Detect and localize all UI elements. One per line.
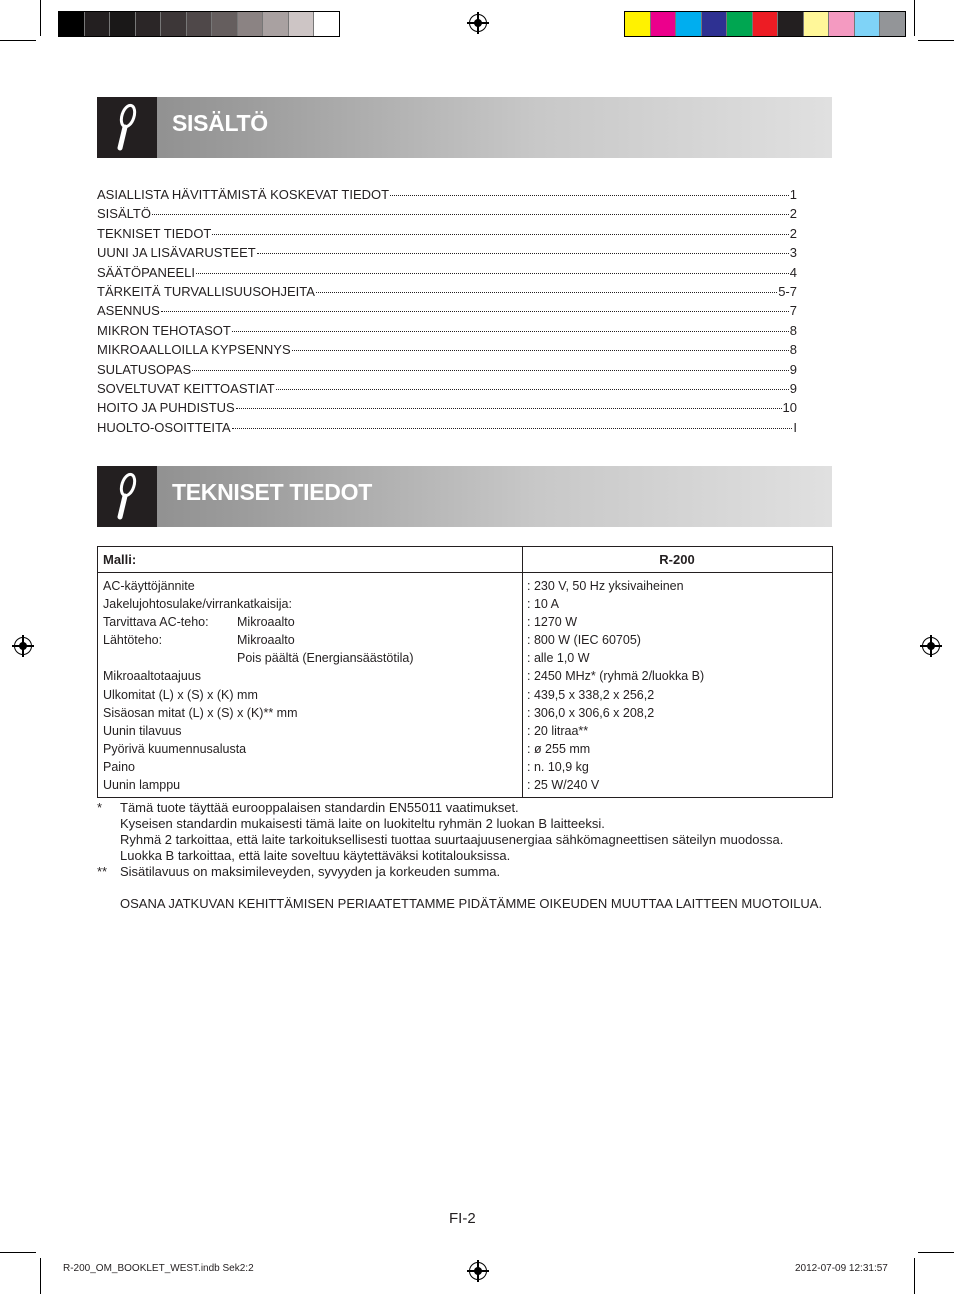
spec-label: Pyörivä kuumennusalusta xyxy=(103,741,247,756)
toc-leader xyxy=(212,234,788,235)
color-swatch xyxy=(314,12,339,36)
spec-label-row xyxy=(103,595,297,613)
toc-entry xyxy=(97,226,797,245)
crop-mark xyxy=(0,1252,36,1253)
spec-value: : 1270 W xyxy=(527,615,578,630)
toc-entry xyxy=(97,342,797,361)
toc-page: 5-7 xyxy=(778,283,797,299)
spec-label-row xyxy=(103,740,297,758)
crop-mark xyxy=(914,1258,915,1294)
footnote xyxy=(97,800,837,864)
contents-title: SISÄLTÖ xyxy=(172,110,268,136)
toc-page: 8 xyxy=(789,322,797,338)
toc-label: SULATUSOPAS xyxy=(97,361,192,377)
spec-label-row xyxy=(103,649,414,667)
color-swatch xyxy=(676,12,702,36)
spec-label-row xyxy=(103,758,297,776)
toc-page: 7 xyxy=(789,303,797,319)
toc-label: TÄRKEITÄ TURVALLISUUSOHJEITA xyxy=(97,283,315,299)
spec-label: Ulkomitat (L) x (S) x (K) mm xyxy=(103,687,258,702)
crop-mark xyxy=(40,0,41,36)
toc-page: 4 xyxy=(789,264,797,280)
toc-page: 8 xyxy=(789,342,797,358)
crop-mark xyxy=(0,40,36,41)
toc-leader xyxy=(276,389,789,390)
spec-value: : 230 V, 50 Hz yksivaiheinen xyxy=(527,579,684,593)
footnote-line: Tämä tuote täyttää eurooppalaisen standardin EN55011 vaatimukset. xyxy=(120,800,519,815)
spec-label: Tarvittava AC-teho: xyxy=(103,615,209,630)
toc-entry xyxy=(97,245,797,264)
spec-value: : 306,0 x 306,6 x 208,2 xyxy=(527,705,655,720)
color-swatch xyxy=(212,12,238,36)
spec-label-row xyxy=(103,686,297,704)
toc-page: 10 xyxy=(782,400,797,416)
toc-page: 9 xyxy=(789,361,797,377)
spec-label: Mikroaaltotaajuus xyxy=(103,669,201,684)
spec-values xyxy=(527,577,704,794)
spec-sublabel: Pois päältä (Energiansäästötila) xyxy=(237,651,414,666)
toc-leader xyxy=(232,331,789,332)
toc-entry xyxy=(97,187,797,206)
spec-value: : n. 10,9 kg xyxy=(527,759,589,774)
color-swatch xyxy=(625,12,651,36)
spec-label-row xyxy=(103,667,297,685)
toc-entry xyxy=(97,400,797,419)
info-icon xyxy=(97,97,157,158)
toc-leader xyxy=(236,408,782,409)
color-swatch xyxy=(263,12,289,36)
toc-entry xyxy=(97,303,797,322)
toc-label: HOITO JA PUHDISTUS xyxy=(97,400,235,416)
spec-label: Jakelujohtosulake/virrankatkaisija: xyxy=(103,597,292,612)
color-swatch xyxy=(855,12,881,36)
spec-value: : alle 1,0 W xyxy=(527,651,590,666)
color-swatch xyxy=(59,12,85,36)
footnote-line: Kyseisen standardin mukaisesti tämä laite on luokiteltu ryhmän 2 luokan B laitteeksi. xyxy=(120,816,605,831)
info-icon xyxy=(97,466,157,527)
spec-label-row xyxy=(103,722,297,740)
slug-filename: R-200_OM_BOOKLET_WEST.indb Sek2:2 xyxy=(63,1263,254,1274)
spec-table xyxy=(97,546,833,798)
spec-label-row xyxy=(103,704,297,722)
toc-label: SOVELTUVAT KEITTOASTIAT xyxy=(97,380,275,396)
toc-label: MIKRON TEHOTASOT xyxy=(97,322,231,338)
registration-mark-icon xyxy=(469,1262,487,1280)
toc-entry xyxy=(97,381,797,400)
spec-label: Uunin tilavuus xyxy=(103,723,182,738)
footnote-line: Sisätilavuus on maksimileveyden, syvyyden ja korkeuden summa. xyxy=(120,864,501,879)
spec-label: Lähtöteho: xyxy=(103,633,163,648)
toc-label: ASENNUS xyxy=(97,303,160,319)
color-swatch xyxy=(804,12,830,36)
toc-leader xyxy=(292,350,789,351)
toc-label: UUNI JA LISÄVARUSTEET xyxy=(97,245,256,261)
spec-table-header xyxy=(98,547,832,573)
footnotes xyxy=(97,800,837,880)
slug-datetime: 2012-07-09 12:31:57 xyxy=(795,1263,888,1274)
toc-leader xyxy=(316,292,777,293)
gray-color-bar xyxy=(58,11,340,37)
toc-page: 2 xyxy=(789,206,797,222)
toc-leader xyxy=(232,428,793,429)
toc-page: 3 xyxy=(789,245,797,261)
spec-value: : 20 litraa** xyxy=(527,723,589,738)
spec-value: : 2450 MHz* (ryhmä 2/luokka B) xyxy=(527,669,705,684)
toc-entry xyxy=(97,362,797,381)
color-swatch xyxy=(727,12,753,36)
spec-sublabel: Mikroaalto xyxy=(237,615,295,630)
color-swatch xyxy=(880,12,905,36)
toc-leader xyxy=(152,214,789,215)
toc-label: ASIALLISTA HÄVITTÄMISTÄ KOSKEVAT TIEDOT xyxy=(97,187,390,202)
color-swatch xyxy=(187,12,213,36)
toc-page: 9 xyxy=(789,380,797,396)
color-swatch xyxy=(829,12,855,36)
toc-entry xyxy=(97,265,797,284)
specs-header xyxy=(97,466,832,527)
footnote-mark: ** xyxy=(97,864,108,879)
color-swatch xyxy=(238,12,264,36)
column-divider xyxy=(522,547,523,797)
registration-mark-icon xyxy=(14,637,32,655)
spec-label: Paino xyxy=(103,759,135,774)
toc-label: SISÄLTÖ xyxy=(97,206,151,222)
spec-label-row xyxy=(103,613,297,631)
crop-mark xyxy=(914,0,915,36)
registration-mark-icon xyxy=(922,637,940,655)
toc-label: HUOLTO-OSOITTEITA xyxy=(97,419,231,435)
color-swatch xyxy=(136,12,162,36)
toc-label: TEKNISET TIEDOT xyxy=(97,225,212,241)
toc-leader xyxy=(161,311,789,312)
footnote xyxy=(97,864,837,880)
footnote-line: Ryhmä 2 tarkoittaa, että laite tarkoituksellisesti tuottaa suurtaajuusenergiaa sähkömagneettisen säteilyn muodossa. xyxy=(120,832,784,847)
design-change-notice: OSANA JATKUVAN KEHITTÄMISEN PERIAATETTAMME PIDÄTÄMME OIKEUDEN MUUTTAA LAITTEEN MUOTOILUA. xyxy=(120,896,823,911)
toc-label: MIKROAALLOILLA KYPSENNYS xyxy=(97,342,291,358)
toc-entry xyxy=(97,420,797,439)
toc-entry xyxy=(97,323,797,342)
contents-header xyxy=(97,97,832,158)
table-of-contents xyxy=(97,187,797,439)
toc-leader xyxy=(390,195,789,196)
color-swatch xyxy=(778,12,804,36)
spec-value: : 439,5 x 338,2 x 256,2 xyxy=(527,687,655,702)
spec-label: Uunin lamppu xyxy=(103,778,181,793)
spec-label: AC-käyttöjännite xyxy=(103,579,195,593)
color-swatch xyxy=(753,12,779,36)
spec-value: : 800 W (IEC 60705) xyxy=(527,633,641,648)
spec-label-row xyxy=(103,577,297,595)
toc-label: SÄÄTÖPANEELI xyxy=(97,264,196,280)
specs-title: TEKNISET TIEDOT xyxy=(172,479,372,505)
spec-sublabel: Mikroaalto xyxy=(237,633,295,648)
color-swatch xyxy=(289,12,315,36)
toc-page: 2 xyxy=(789,225,797,241)
crop-mark xyxy=(918,1252,954,1253)
footnote-mark: * xyxy=(97,800,103,815)
spec-labels xyxy=(103,577,414,794)
spec-value: : 25 W/240 V xyxy=(527,778,600,793)
color-swatch xyxy=(110,12,136,36)
toc-entry xyxy=(97,206,797,225)
color-swatch xyxy=(651,12,677,36)
color-swatch xyxy=(85,12,111,36)
toc-entry xyxy=(97,284,797,303)
toc-page: I xyxy=(793,419,797,435)
process-color-bar xyxy=(624,11,906,37)
crop-mark xyxy=(40,1258,41,1294)
toc-leader xyxy=(196,273,789,274)
color-swatch xyxy=(161,12,187,36)
model-label: Malli: xyxy=(103,552,137,567)
spec-value: : 10 A xyxy=(527,597,559,612)
model-value: R-200 xyxy=(659,552,695,567)
toc-leader xyxy=(257,253,789,254)
color-swatch xyxy=(702,12,728,36)
spec-label-row xyxy=(103,776,297,794)
toc-leader xyxy=(192,370,789,371)
toc-page: 1 xyxy=(789,187,797,202)
footnote-line: Luokka B tarkoittaa, että laite soveltuu käytettäväksi kotitalouksissa. xyxy=(120,848,511,863)
spec-label-row xyxy=(103,631,297,649)
crop-mark xyxy=(918,40,954,41)
spec-value: : ø 255 mm xyxy=(527,741,591,756)
registration-mark-icon xyxy=(469,14,487,32)
page-number: FI-2 xyxy=(449,1210,476,1227)
spec-label: Sisäosan mitat (L) x (S) x (K)** mm xyxy=(103,705,298,720)
